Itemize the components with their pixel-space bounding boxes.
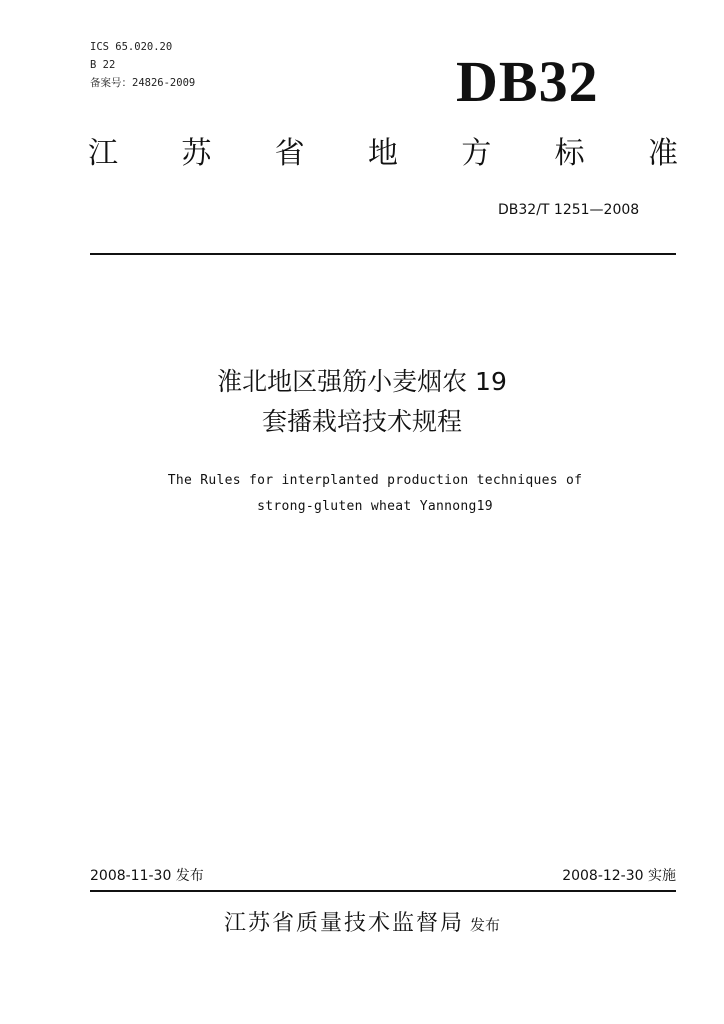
standard-type-char: 地 <box>367 136 398 171</box>
chinese-title-line: 套播栽培技术规程 <box>261 407 462 436</box>
ccs-code: B 22 <box>90 59 116 71</box>
standard-type-char: 江 <box>88 136 118 171</box>
standard-number: DB32/T 1251—2008 <box>498 202 640 218</box>
english-title <box>0 468 724 520</box>
standard-type-char: 方 <box>461 136 492 171</box>
issue-date: 2008-11-30 发布 <box>90 868 204 884</box>
ics-code: ICS 65.020.20 <box>90 41 173 53</box>
top-divider <box>90 253 676 255</box>
issuer-name: 江苏省质量技术监督局 <box>223 911 464 936</box>
chinese-title <box>0 362 724 442</box>
bottom-divider <box>90 890 676 892</box>
issuer-suffix: 发布 <box>470 916 501 934</box>
standard-type-char: 准 <box>647 136 678 171</box>
chinese-title-line: 淮北地区强筋小麦烟农 19 <box>217 367 507 396</box>
implementation-date: 2008-12-30 实施 <box>562 868 676 884</box>
standard-type-char: 省 <box>274 136 305 171</box>
english-title-line: The Rules for interplanted production techniques of <box>167 473 583 488</box>
standard-mark: DB32 <box>456 49 599 114</box>
standard-type-char: 苏 <box>181 136 212 171</box>
filing-number: 备案号：24826-2009 <box>90 77 196 89</box>
classification-block <box>90 38 195 92</box>
english-title-line: strong-gluten wheat Yannong19 <box>257 499 493 514</box>
issuer-line <box>0 908 724 941</box>
standard-type-char: 标 <box>554 136 585 171</box>
standard-type-heading <box>88 134 678 174</box>
